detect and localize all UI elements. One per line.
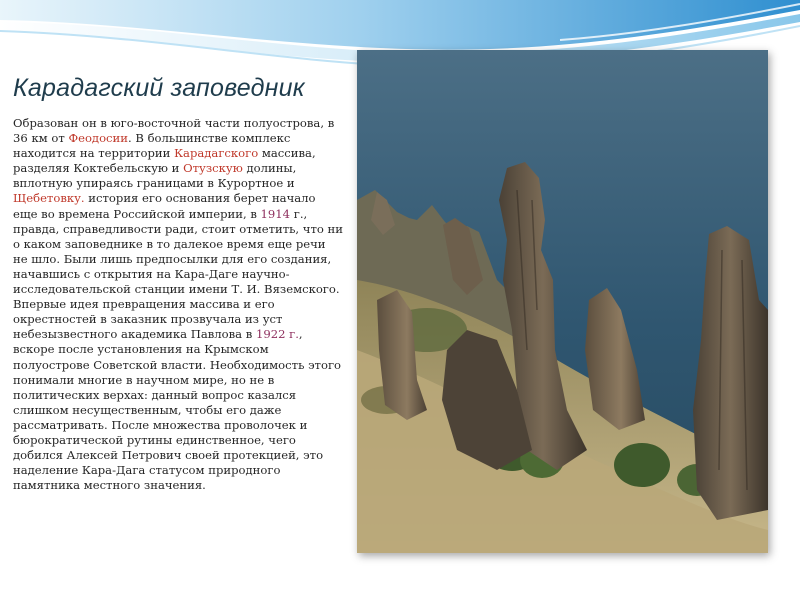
place-link[interactable]: Щебетовку. — [13, 191, 85, 206]
paragraph-text: . В большинстве комплекс находится на территории — [13, 131, 291, 161]
place-link[interactable]: Отузскую — [183, 161, 243, 176]
year-link[interactable]: 1922 г. — [255, 327, 299, 342]
body-paragraph — [13, 116, 343, 493]
year-link[interactable]: 1914 — [260, 206, 291, 221]
slide-title: Карадагский заповедник — [13, 74, 305, 102]
place-link[interactable]: Феодосии — [68, 131, 128, 146]
paragraph-text: г., правда, справедливости ради, стоит отметить, что ни о каком заповеднике в то далекое время еще речи не шло. Были лишь предпосылки для его создания, начавшись с открытия на Кара-Даге научно-исследовательской станции имени Т. И. Вяземского. Впервые идея превращения массива и его окрестностей в заказник прозвучала из уст небезызвестного академика Павлова в — [13, 206, 344, 342]
place-link[interactable]: Карадагского — [174, 146, 259, 161]
paragraph-text: долины, вплотную упираясь границами в Курортное и — [13, 161, 297, 191]
paragraph-text: , вскоре после установления на Крымском полуострове Советской власти. Необходимость этого понимали многие в научном мире, но не в политических верхах: данный вопрос казался слишком несущественным, чтобы его даже рассматривать. После множества проволочек и бюрократической рутины единственное, чего добился Алексей Петрович своей протекцией, это наделение Кара-Дага статусом природного памятника местного значения. — [13, 327, 342, 493]
landscape-photo-icon — [357, 50, 768, 553]
paragraph-text: история его основания берет начало еще во времена Российской империи, в — [13, 191, 316, 221]
karadag-rocks-photo — [357, 50, 768, 553]
paragraph-text: Образован он в юго-восточной части полуострова, в 36 км от — [13, 116, 335, 146]
paragraph-text: массива, разделяя Коктебельскую и — [13, 146, 316, 176]
